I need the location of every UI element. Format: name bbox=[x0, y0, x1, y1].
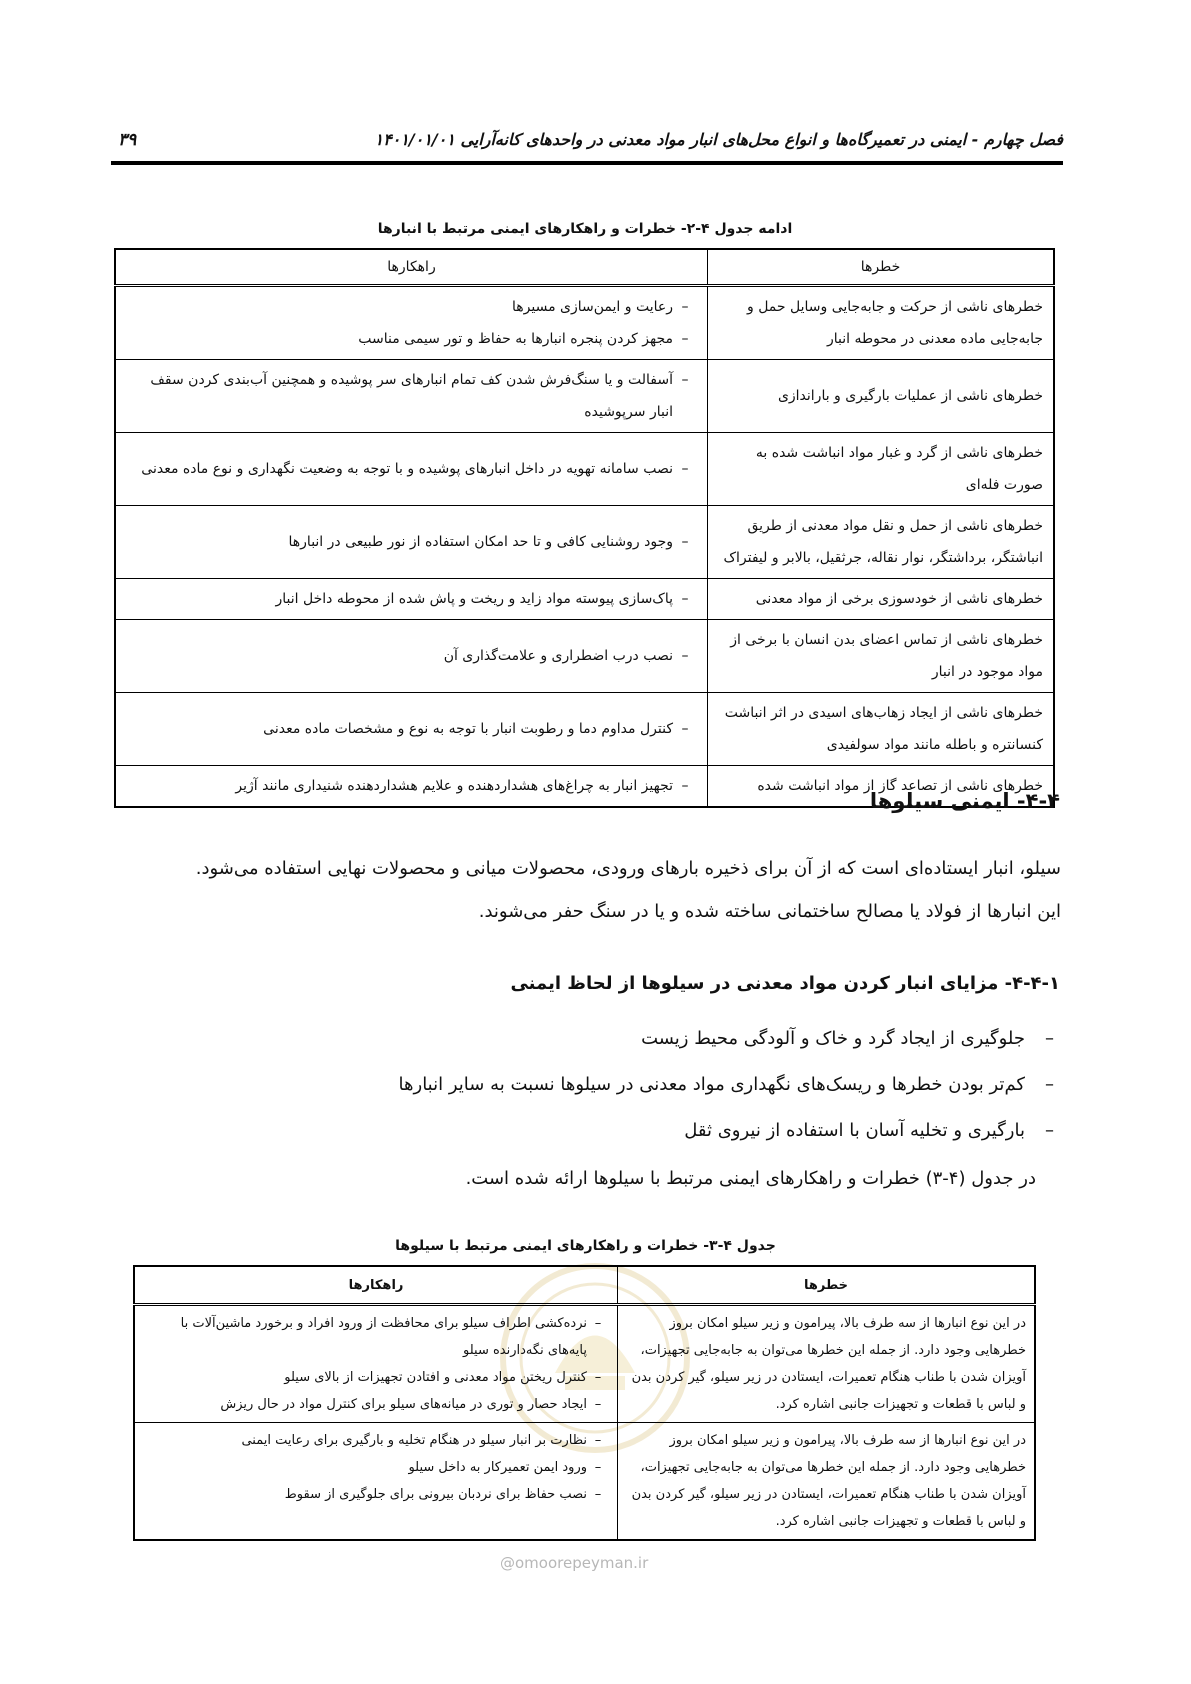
bullet-dash: – bbox=[1045, 1074, 1054, 1095]
solution-text: ورود ایمن تعمیرکار به داخل سیلو bbox=[408, 1460, 587, 1475]
table-row bbox=[115, 506, 1054, 579]
column-header-hazards: خطرها bbox=[618, 1266, 1036, 1305]
subsection-heading: ۴-۴-۱- مزایای انبار کردن مواد معدنی در سیلوها از لحاظ ایمنی bbox=[510, 973, 1060, 994]
solution-item bbox=[143, 1454, 609, 1481]
solution-item bbox=[126, 770, 697, 802]
table-row bbox=[115, 620, 1054, 693]
header-rule bbox=[111, 161, 1063, 165]
bullet-dash: – bbox=[681, 534, 689, 550]
table-reference-paragraph: در جدول (۴-۳) خطرات و راهکارهای ایمنی مرتبط با سیلوها ارائه شده است. bbox=[465, 1168, 1036, 1189]
solution-text: رعایت و ایمن‌سازی مسیرها bbox=[512, 299, 673, 315]
table-body bbox=[134, 1305, 1035, 1541]
solution-text: نصب حفاظ برای نردبان بیرونی برای جلوگیری از سقوط bbox=[284, 1487, 587, 1502]
hazard-cell: خطرهای ناشی از حرکت و جابه‌جایی وسایل حمل و جابه‌جایی ماده معدنی در محوطه انبار bbox=[708, 286, 1055, 360]
bullet-dash: – bbox=[594, 1460, 602, 1475]
bullet-dash: – bbox=[681, 648, 689, 664]
hazard-cell: در این نوع انبارها از سه طرف بالا، پیرامون و زیر سیلو امکان بروز خطرهایی وجود دارد. از جمله این خطرها می‌توان به جابه‌جایی تجهیزات، آویزان شدن با طناب هنگام تعمیرات، ایستادن در زیر سیلو، گیر کردن بدن و لباس با قطعات و تجهیزات جانبی اشاره کرد. bbox=[618, 1305, 1036, 1423]
solution-text: وجود روشنایی کافی و تا حد امکان استفاده از نور طبیعی در انبارها bbox=[288, 534, 673, 550]
list-item bbox=[684, 1120, 1054, 1141]
column-header-solutions: راهکارها bbox=[134, 1266, 618, 1305]
bullet-dash: – bbox=[681, 721, 689, 737]
table-row bbox=[115, 360, 1054, 433]
solutions-cell bbox=[115, 286, 708, 360]
solution-item bbox=[143, 1310, 609, 1364]
bullet-dash: – bbox=[681, 372, 689, 388]
running-header-title: فصل چهارم - ایمنی در تعمیرگاه‌ها و انواع محل‌های انبار مواد معدنی در واحدهای کانه‌آرایی ۱۴۰۱/۰۱/۰۱ bbox=[374, 130, 1063, 149]
warehouse-hazards-table bbox=[114, 248, 1055, 808]
section-heading: ۴-۴- ایمنی سیلوها bbox=[869, 789, 1060, 813]
solution-item bbox=[126, 713, 697, 745]
solution-item bbox=[143, 1364, 609, 1391]
hazard-cell: خطرهای ناشی از عملیات بارگیری و باراندازی bbox=[708, 360, 1055, 433]
solution-text: نصب درب اضطراری و علامت‌گذاری آن bbox=[443, 648, 673, 664]
solution-item bbox=[126, 364, 697, 428]
list-item-text: بارگیری و تخلیه آسان با استفاده از نیروی ثقل bbox=[684, 1120, 1025, 1141]
solution-item bbox=[126, 526, 697, 558]
solution-text: کنترل ریختن مواد معدنی و افتادن تجهیزات از بالای سیلو bbox=[284, 1370, 587, 1385]
solution-item bbox=[126, 640, 697, 672]
solutions-cell bbox=[115, 360, 708, 433]
silo-hazards-table bbox=[133, 1265, 1036, 1541]
bullet-dash: – bbox=[681, 778, 689, 794]
paragraph-line: سیلو، انبار ایستاده‌ای است که از آن برای ذخیره بارهای ورودی، محصولات میانی و محصولات نهایی استفاده می‌شود. bbox=[195, 858, 1061, 879]
hazard-cell: خطرهای ناشی از تماس اعضای بدن انسان با برخی از مواد موجود در انبار bbox=[708, 620, 1055, 693]
hazard-cell: خطرهای ناشی از تصاعد گاز از مواد انباشت شده bbox=[708, 766, 1055, 808]
table-caption: جدول ۴-۳- خطرات و راهکارهای ایمنی مرتبط با سیلوها bbox=[395, 1238, 776, 1254]
solution-item bbox=[143, 1481, 609, 1508]
solutions-cell bbox=[115, 693, 708, 766]
solution-item bbox=[126, 291, 697, 323]
solution-text: نرده‌کشی اطراف سیلو برای محافظت از ورود افراد و برخورد ماشین‌آلات با پایه‌های نگه‌دارنده سیلو bbox=[180, 1316, 587, 1358]
bullet-dash: – bbox=[1045, 1120, 1054, 1141]
solutions-cell bbox=[115, 579, 708, 620]
table-body bbox=[115, 286, 1054, 808]
solutions-cell bbox=[134, 1423, 618, 1541]
bullet-dash: – bbox=[594, 1397, 602, 1412]
table-row bbox=[134, 1423, 1035, 1541]
solution-text: کنترل مداوم دما و رطوبت انبار با توجه به نوع و مشخصات ماده معدنی bbox=[263, 721, 673, 737]
solution-item bbox=[126, 453, 697, 485]
solutions-cell bbox=[115, 506, 708, 579]
list-item bbox=[641, 1028, 1054, 1049]
solution-item bbox=[143, 1427, 609, 1454]
hazard-cell: خطرهای ناشی از حمل و نقل مواد معدنی از طریق انباشتگر، برداشتگر، نوار نقاله، جرثقیل، بالابر و لیفتراک bbox=[708, 506, 1055, 579]
solution-text: تجهیز انبار به چراغ‌های هشداردهنده و علایم هشداردهنده شنیداری مانند آژیر bbox=[235, 778, 673, 794]
hazard-cell: خطرهای ناشی از خودسوزی برخی از مواد معدنی bbox=[708, 579, 1055, 620]
table-row bbox=[115, 286, 1054, 360]
bullet-dash: – bbox=[594, 1316, 602, 1331]
hazard-cell: خطرهای ناشی از ایجاد زهاب‌های اسیدی در اثر انباشت کنسانتره و باطله مانند مواد سولفیدی bbox=[708, 693, 1055, 766]
table-row bbox=[134, 1305, 1035, 1423]
bullet-dash: – bbox=[681, 299, 689, 315]
page-number: ۳۹ bbox=[118, 130, 137, 150]
bullet-dash: – bbox=[681, 591, 689, 607]
table-row bbox=[115, 433, 1054, 506]
list-item-text: کم‌تر بودن خطرها و ریسک‌های نگهداری مواد معدنی در سیلوها نسبت به سایر انبارها bbox=[398, 1074, 1025, 1095]
solutions-cell bbox=[115, 766, 708, 808]
solution-item bbox=[143, 1391, 609, 1418]
table-header-row bbox=[134, 1266, 1035, 1305]
table-row bbox=[115, 693, 1054, 766]
table-row bbox=[115, 579, 1054, 620]
list-item-text: جلوگیری از ایجاد گرد و خاک و آلودگی محیط زیست bbox=[641, 1028, 1025, 1049]
bullet-dash: – bbox=[594, 1433, 602, 1448]
solution-item bbox=[126, 323, 697, 355]
solution-text: مجهز کردن پنجره انبارها به حفاظ و تور سیمی مناسب bbox=[358, 331, 673, 347]
hazard-cell: خطرهای ناشی از گرد و غبار مواد انباشت شده به صورت فله‌ای bbox=[708, 433, 1055, 506]
hazard-cell: در این نوع انبارها از سه طرف بالا، پیرامون و زیر سیلو امکان بروز خطرهایی وجود دارد. از جمله این خطرها می‌توان به جابه‌جایی تجهیزات، آویزان شدن با طناب هنگام تعمیرات، ایستادن در زیر سیلو، گیر کردن بدن و لباس با قطعات و تجهیزات جانبی اشاره کرد. bbox=[618, 1423, 1036, 1541]
solution-text: نظارت بر انبار سیلو در هنگام تخلیه و بارگیری برای رعایت ایمنی bbox=[241, 1433, 587, 1448]
paragraph-line: این انبارها از فولاد یا مصالح ساختمانی ساخته شده و یا در سنگ حفر می‌شوند. bbox=[478, 901, 1061, 922]
list-item bbox=[399, 1074, 1054, 1095]
watermark-url: @omoorepeyman.ir bbox=[500, 1554, 649, 1572]
table-caption: ادامه جدول ۴-۲- خطرات و راهکارهای ایمنی مرتبط با انبارها bbox=[377, 221, 793, 237]
column-header-hazards: خطرها bbox=[708, 249, 1055, 286]
bullet-dash: – bbox=[594, 1370, 602, 1385]
bullet-dash: – bbox=[594, 1487, 602, 1502]
solution-text: پاک‌سازی پیوسته مواد زاید و ریخت و پاش شده از محوطه داخل انبار bbox=[275, 591, 673, 607]
table-header-row bbox=[115, 249, 1054, 286]
bullet-dash: – bbox=[681, 461, 689, 477]
solution-text: آسفالت و یا سنگ‌فرش شدن کف تمام انبارهای سر پوشیده و همچنین آب‌بندی کردن سقف انبار سرپوشیده bbox=[150, 372, 673, 420]
solutions-cell bbox=[115, 433, 708, 506]
solutions-cell bbox=[134, 1305, 618, 1423]
column-header-solutions: راهکارها bbox=[115, 249, 708, 286]
solution-item bbox=[126, 583, 697, 615]
solution-text: نصب سامانه تهویه در داخل انبارهای پوشیده و با توجه به وضعیت نگهداری و نوع ماده معدنی bbox=[141, 461, 673, 477]
bullet-dash: – bbox=[681, 331, 689, 347]
solution-text: ایجاد حصار و توری در میانه‌های سیلو برای کنترل مواد در حال ریزش bbox=[220, 1397, 587, 1412]
solutions-cell bbox=[115, 620, 708, 693]
bullet-dash: – bbox=[1045, 1028, 1054, 1049]
